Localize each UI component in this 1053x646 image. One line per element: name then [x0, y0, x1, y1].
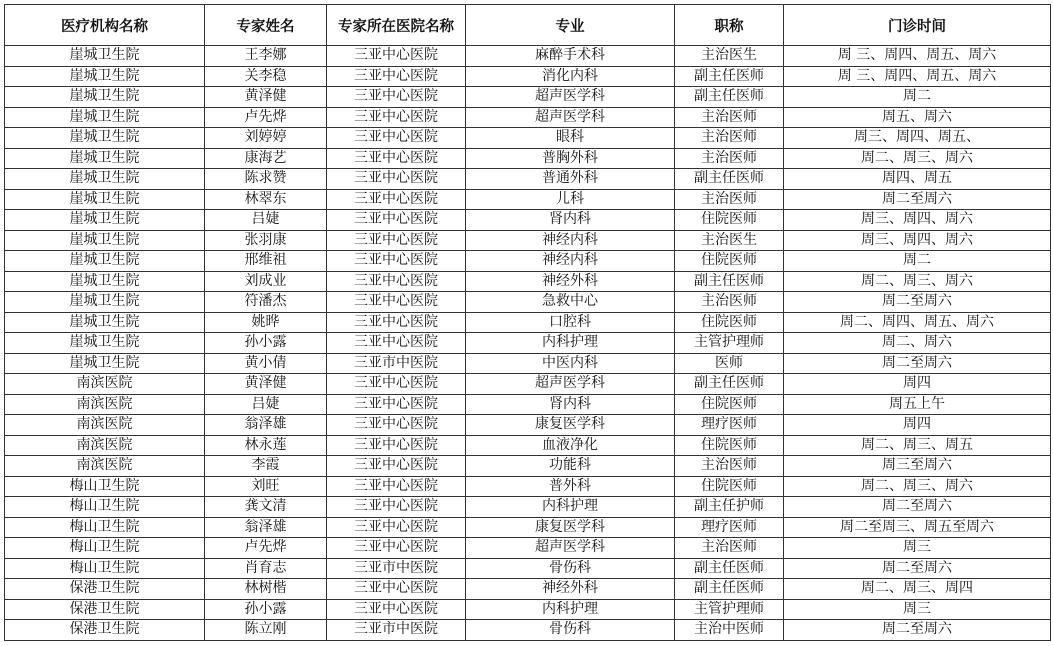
cell-title: 住院医师 — [675, 476, 784, 497]
cell-specialty: 肾内科 — [466, 394, 675, 415]
cell-clinic-time: 周二至周六 — [784, 558, 1051, 579]
cell-expert-name: 孙小露 — [205, 333, 327, 354]
cell-specialty: 康复医学科 — [466, 415, 675, 436]
table-header — [5, 5, 1051, 46]
cell-specialty: 骨伤科 — [466, 620, 675, 641]
cell-specialty: 眼科 — [466, 128, 675, 149]
cell-expert-name: 刘旺 — [205, 476, 327, 497]
cell-institution: 崖城卫生院 — [5, 312, 205, 333]
cell-specialty: 超声医学科 — [466, 538, 675, 559]
cell-title: 主治医师 — [675, 148, 784, 169]
cell-institution: 崖城卫生院 — [5, 128, 205, 149]
cell-expert-name: 李霞 — [205, 456, 327, 477]
table-row — [5, 148, 1051, 169]
cell-specialty: 超声医学科 — [466, 87, 675, 108]
cell-expert-hospital: 三亚中心医院 — [327, 538, 466, 559]
cell-title: 理疗医师 — [675, 517, 784, 538]
cell-clinic-time: 周四、周五 — [784, 169, 1051, 190]
table-row — [5, 312, 1051, 333]
cell-clinic-time: 周四 — [784, 374, 1051, 395]
cell-specialty: 普外科 — [466, 476, 675, 497]
cell-clinic-time: 周四 — [784, 415, 1051, 436]
cell-expert-name: 刘婷婷 — [205, 128, 327, 149]
cell-institution: 崖城卫生院 — [5, 333, 205, 354]
cell-expert-name: 吕婕 — [205, 210, 327, 231]
cell-expert-hospital: 三亚中心医院 — [327, 394, 466, 415]
cell-expert-hospital: 三亚中心医院 — [327, 497, 466, 518]
table-row — [5, 169, 1051, 190]
cell-title: 住院医师 — [675, 210, 784, 231]
cell-clinic-time: 周二至周三、周五至周六 — [784, 517, 1051, 538]
cell-clinic-time: 周二、周三、周六 — [784, 476, 1051, 497]
cell-institution: 梅山卫生院 — [5, 558, 205, 579]
cell-expert-hospital: 三亚中心医院 — [327, 169, 466, 190]
table-row — [5, 66, 1051, 87]
column-header-clinic-time: 门诊时间 — [784, 5, 1051, 46]
table-row — [5, 107, 1051, 128]
cell-title: 住院医师 — [675, 394, 784, 415]
cell-expert-hospital: 三亚中心医院 — [327, 579, 466, 600]
cell-clinic-time: 周二 — [784, 87, 1051, 108]
header-row — [5, 5, 1051, 46]
cell-specialty: 肾内科 — [466, 210, 675, 231]
cell-title: 副主任护师 — [675, 497, 784, 518]
cell-institution: 崖城卫生院 — [5, 66, 205, 87]
cell-expert-hospital: 三亚中心医院 — [327, 312, 466, 333]
cell-clinic-time: 周二、周三、周六 — [784, 148, 1051, 169]
cell-institution: 南滨医院 — [5, 435, 205, 456]
cell-institution: 崖城卫生院 — [5, 46, 205, 67]
cell-expert-hospital: 三亚中心医院 — [327, 599, 466, 620]
cell-clinic-time: 周二、周四、周五、周六 — [784, 312, 1051, 333]
cell-clinic-time: 周二、周三、周四 — [784, 579, 1051, 600]
cell-expert-hospital: 三亚中心医院 — [327, 148, 466, 169]
table-row — [5, 230, 1051, 251]
table-row — [5, 189, 1051, 210]
cell-expert-name: 姚晔 — [205, 312, 327, 333]
cell-institution: 南滨医院 — [5, 415, 205, 436]
table-row — [5, 251, 1051, 272]
cell-specialty: 神经内科 — [466, 251, 675, 272]
cell-institution: 崖城卫生院 — [5, 169, 205, 190]
cell-institution: 崖城卫生院 — [5, 87, 205, 108]
cell-specialty: 骨伤科 — [466, 558, 675, 579]
cell-institution: 保港卫生院 — [5, 599, 205, 620]
cell-clinic-time: 周二至周六 — [784, 292, 1051, 313]
cell-expert-name: 关李稳 — [205, 66, 327, 87]
cell-expert-hospital: 三亚中心医院 — [327, 374, 466, 395]
cell-title: 主治医生 — [675, 230, 784, 251]
cell-institution: 崖城卫生院 — [5, 189, 205, 210]
cell-expert-hospital: 三亚中心医院 — [327, 251, 466, 272]
table-row — [5, 579, 1051, 600]
cell-specialty: 内科护理 — [466, 497, 675, 518]
cell-institution: 梅山卫生院 — [5, 476, 205, 497]
cell-institution: 梅山卫生院 — [5, 538, 205, 559]
cell-expert-hospital: 三亚中心医院 — [327, 415, 466, 436]
cell-expert-name: 黄小倩 — [205, 353, 327, 374]
table-row — [5, 435, 1051, 456]
cell-specialty: 血液净化 — [466, 435, 675, 456]
cell-expert-name: 张羽康 — [205, 230, 327, 251]
cell-expert-hospital: 三亚市中医院 — [327, 620, 466, 641]
cell-expert-name: 卢先烨 — [205, 538, 327, 559]
cell-institution: 崖城卫生院 — [5, 353, 205, 374]
column-header-title: 职称 — [675, 5, 784, 46]
cell-expert-hospital: 三亚中心医院 — [327, 189, 466, 210]
cell-expert-name: 康海艺 — [205, 148, 327, 169]
cell-clinic-time: 周 三、周四、周五、周六 — [784, 46, 1051, 67]
table-row — [5, 292, 1051, 313]
cell-expert-name: 林永莲 — [205, 435, 327, 456]
cell-expert-hospital: 三亚中心医院 — [327, 230, 466, 251]
cell-title: 主治医师 — [675, 456, 784, 477]
cell-expert-name: 王李娜 — [205, 46, 327, 67]
cell-expert-hospital: 三亚中心医院 — [327, 456, 466, 477]
table-row — [5, 497, 1051, 518]
table-row — [5, 374, 1051, 395]
cell-clinic-time: 周五、周六 — [784, 107, 1051, 128]
cell-expert-name: 吕婕 — [205, 394, 327, 415]
cell-clinic-time: 周二 — [784, 251, 1051, 272]
cell-title: 住院医师 — [675, 435, 784, 456]
cell-expert-name: 陈立刚 — [205, 620, 327, 641]
cell-expert-hospital: 三亚中心医院 — [327, 46, 466, 67]
cell-expert-name: 黄泽健 — [205, 87, 327, 108]
table-row — [5, 517, 1051, 538]
cell-institution: 保港卫生院 — [5, 579, 205, 600]
cell-expert-hospital: 三亚中心医院 — [327, 87, 466, 108]
cell-expert-name: 翁泽雄 — [205, 517, 327, 538]
table-row — [5, 46, 1051, 67]
table-row — [5, 333, 1051, 354]
cell-institution: 保港卫生院 — [5, 620, 205, 641]
table-row — [5, 210, 1051, 231]
table-row — [5, 87, 1051, 108]
cell-title: 主治医师 — [675, 292, 784, 313]
cell-expert-hospital: 三亚中心医院 — [327, 107, 466, 128]
table-row — [5, 271, 1051, 292]
cell-title: 医师 — [675, 353, 784, 374]
cell-specialty: 神经外科 — [466, 271, 675, 292]
cell-expert-hospital: 三亚中心医院 — [327, 271, 466, 292]
cell-specialty: 中医内科 — [466, 353, 675, 374]
cell-title: 主治中医师 — [675, 620, 784, 641]
cell-clinic-time: 周二至周六 — [784, 189, 1051, 210]
cell-expert-hospital: 三亚中心医院 — [327, 66, 466, 87]
cell-institution: 崖城卫生院 — [5, 148, 205, 169]
cell-institution: 崖城卫生院 — [5, 107, 205, 128]
cell-institution: 崖城卫生院 — [5, 210, 205, 231]
cell-specialty: 神经外科 — [466, 579, 675, 600]
cell-clinic-time: 周三、周四、周六 — [784, 210, 1051, 231]
cell-specialty: 康复医学科 — [466, 517, 675, 538]
cell-specialty: 麻醉手术科 — [466, 46, 675, 67]
cell-title: 副主任医师 — [675, 87, 784, 108]
cell-specialty: 神经内科 — [466, 230, 675, 251]
cell-title: 主治医师 — [675, 538, 784, 559]
cell-specialty: 消化内科 — [466, 66, 675, 87]
cell-expert-hospital: 三亚中心医院 — [327, 435, 466, 456]
cell-clinic-time: 周五上午 — [784, 394, 1051, 415]
cell-expert-hospital: 三亚市中医院 — [327, 353, 466, 374]
cell-clinic-time: 周三、周四、周六 — [784, 230, 1051, 251]
cell-expert-name: 孙小露 — [205, 599, 327, 620]
cell-title: 副主任医师 — [675, 271, 784, 292]
cell-institution: 南滨医院 — [5, 394, 205, 415]
table-row — [5, 456, 1051, 477]
cell-specialty: 急救中心 — [466, 292, 675, 313]
cell-expert-name: 林树楷 — [205, 579, 327, 600]
table-row — [5, 538, 1051, 559]
cell-clinic-time: 周二、周三、周六 — [784, 271, 1051, 292]
cell-specialty: 超声医学科 — [466, 107, 675, 128]
cell-clinic-time: 周二、周六 — [784, 333, 1051, 354]
table-row — [5, 394, 1051, 415]
cell-clinic-time: 周 三、周四、周五、周六 — [784, 66, 1051, 87]
cell-title: 住院医师 — [675, 251, 784, 272]
cell-expert-hospital: 三亚中心医院 — [327, 128, 466, 149]
cell-specialty: 超声医学科 — [466, 374, 675, 395]
cell-title: 理疗医师 — [675, 415, 784, 436]
cell-specialty: 功能科 — [466, 456, 675, 477]
cell-expert-name: 陈求赞 — [205, 169, 327, 190]
table-row — [5, 599, 1051, 620]
cell-title: 主管护理师 — [675, 333, 784, 354]
cell-specialty: 口腔科 — [466, 312, 675, 333]
cell-title: 住院医师 — [675, 312, 784, 333]
cell-expert-name: 翁泽雄 — [205, 415, 327, 436]
cell-institution: 梅山卫生院 — [5, 517, 205, 538]
cell-expert-name: 符潘杰 — [205, 292, 327, 313]
table-row — [5, 128, 1051, 149]
cell-specialty: 普胸外科 — [466, 148, 675, 169]
cell-expert-hospital: 三亚市中医院 — [327, 558, 466, 579]
cell-title: 主治医师 — [675, 189, 784, 210]
cell-specialty: 内科护理 — [466, 333, 675, 354]
cell-clinic-time: 周二至周六 — [784, 353, 1051, 374]
cell-expert-name: 刘成业 — [205, 271, 327, 292]
cell-expert-name: 龚文清 — [205, 497, 327, 518]
cell-expert-name: 邢维祖 — [205, 251, 327, 272]
cell-title: 副主任医师 — [675, 66, 784, 87]
cell-institution: 梅山卫生院 — [5, 497, 205, 518]
cell-title: 主治医生 — [675, 46, 784, 67]
column-header-institution: 医疗机构名称 — [5, 5, 205, 46]
cell-title: 主治医师 — [675, 107, 784, 128]
cell-institution: 崖城卫生院 — [5, 292, 205, 313]
expert-clinic-schedule-table — [4, 4, 1051, 641]
table-row — [5, 415, 1051, 436]
cell-expert-name: 肖育志 — [205, 558, 327, 579]
table-row — [5, 620, 1051, 641]
cell-institution: 崖城卫生院 — [5, 230, 205, 251]
cell-title: 副主任医师 — [675, 579, 784, 600]
cell-institution: 崖城卫生院 — [5, 271, 205, 292]
table-row — [5, 558, 1051, 579]
table-row — [5, 353, 1051, 374]
cell-institution: 南滨医院 — [5, 374, 205, 395]
cell-clinic-time: 周二至周六 — [784, 620, 1051, 641]
cell-expert-name: 黄泽健 — [205, 374, 327, 395]
cell-expert-hospital: 三亚中心医院 — [327, 517, 466, 538]
cell-title: 副主任医师 — [675, 374, 784, 395]
cell-title: 主治医师 — [675, 128, 784, 149]
cell-title: 副主任医师 — [675, 169, 784, 190]
column-header-specialty: 专业 — [466, 5, 675, 46]
cell-expert-hospital: 三亚中心医院 — [327, 476, 466, 497]
cell-specialty: 儿科 — [466, 189, 675, 210]
cell-clinic-time: 周二至周六 — [784, 497, 1051, 518]
cell-clinic-time: 周三 — [784, 599, 1051, 620]
cell-specialty: 内科护理 — [466, 599, 675, 620]
column-header-expert-hospital: 专家所在医院名称 — [327, 5, 466, 46]
cell-title: 副主任医师 — [675, 558, 784, 579]
cell-clinic-time: 周二、周三、周五 — [784, 435, 1051, 456]
cell-expert-hospital: 三亚中心医院 — [327, 292, 466, 313]
cell-institution: 崖城卫生院 — [5, 251, 205, 272]
cell-clinic-time: 周三、周四、周五、 — [784, 128, 1051, 149]
cell-title: 主管护理师 — [675, 599, 784, 620]
cell-expert-name: 卢先烨 — [205, 107, 327, 128]
column-header-expert-name: 专家姓名 — [205, 5, 327, 46]
cell-clinic-time: 周三至周六 — [784, 456, 1051, 477]
cell-clinic-time: 周三 — [784, 538, 1051, 559]
cell-expert-name: 林翠东 — [205, 189, 327, 210]
cell-expert-hospital: 三亚中心医院 — [327, 333, 466, 354]
table-row — [5, 476, 1051, 497]
cell-specialty: 普通外科 — [466, 169, 675, 190]
cell-expert-hospital: 三亚中心医院 — [327, 210, 466, 231]
cell-institution: 南滨医院 — [5, 456, 205, 477]
table-body — [5, 46, 1051, 641]
